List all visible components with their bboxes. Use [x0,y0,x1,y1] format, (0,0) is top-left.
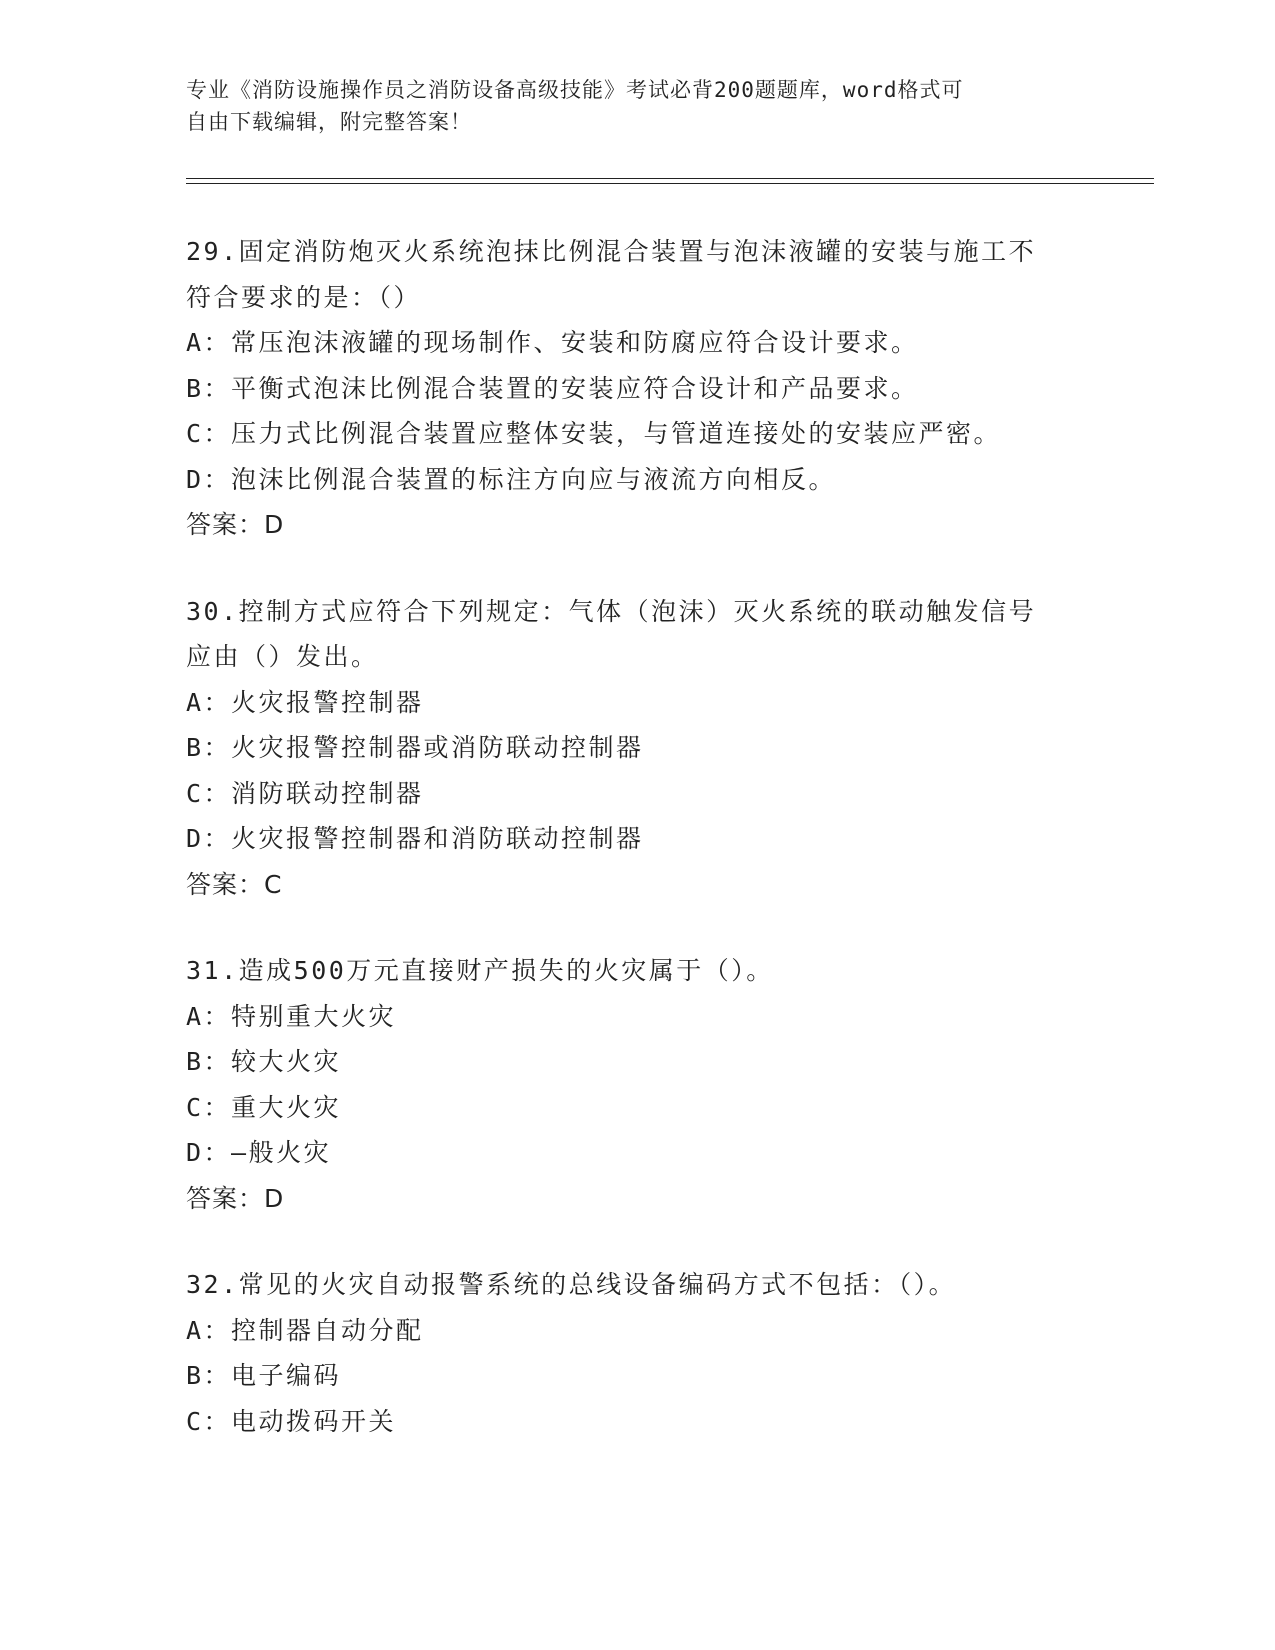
answer-line: 答案：C [186,869,283,899]
document-header [186,74,1066,138]
option-c: C：消防联动控制器 [186,778,424,808]
header-line-1: 专业《消防设施操作员之消防设备高级技能》考试必背200题题库，word格式可 [186,78,964,102]
question-stem: 应由（）发出。 [186,642,379,671]
question-29 [186,229,1086,548]
question-31 [186,948,1086,1221]
option-c: C：重大火灾 [186,1092,342,1122]
answer-line: 答案：D [186,510,285,539]
option-d: D：泡沫比例混合装置的标注方向应与液流方向相反。 [186,464,837,494]
question-30 [186,589,1086,908]
option-b: B：电子编码 [186,1361,342,1390]
question-stem: 29.固定消防炮灭火系统泡抹比例混合装置与泡沫液罐的安装与施工不 [186,237,1037,266]
option-b: B：平衡式泡沫比例混合装置的安装应符合设计和产品要求。 [186,373,919,403]
option-a: A：常压泡沫液罐的现场制作、安装和防腐应符合设计要求。 [186,328,919,357]
option-b: B：较大火灾 [186,1047,342,1076]
option-a: A：控制器自动分配 [186,1315,424,1345]
answer-line: 答案：D [186,1183,285,1213]
option-d: D：—般火灾 [186,1138,332,1167]
header-divider-top [186,178,1154,179]
header-line-2: 自由下载编辑，附完整答案！ [186,110,472,134]
question-stem: 30.控制方式应符合下列规定：气体（泡沫）灭火系统的联动触发信号 [186,596,1037,626]
question-stem: 32.常见的火灾自动报警系统的总线设备编码方式不包括：（）。 [186,1270,957,1299]
option-c: C：电动拨码开关 [186,1406,397,1436]
option-d: D：火灾报警控制器和消防联动控制器 [186,824,644,853]
option-a: A：火灾报警控制器 [186,687,424,717]
option-b: B：火灾报警控制器或消防联动控制器 [186,733,644,762]
question-list [186,229,1086,1485]
question-32 [186,1262,1086,1444]
option-c: C：压力式比例混合装置应整体安装，与管道连接处的安装应严密。 [186,419,1002,448]
option-a: A：特别重大火灾 [186,1001,397,1031]
question-stem: 符合要求的是：（） [186,282,422,312]
question-stem: 31.造成500万元直接财产损失的火灾属于（）。 [186,956,774,985]
header-divider-bottom [186,183,1154,184]
